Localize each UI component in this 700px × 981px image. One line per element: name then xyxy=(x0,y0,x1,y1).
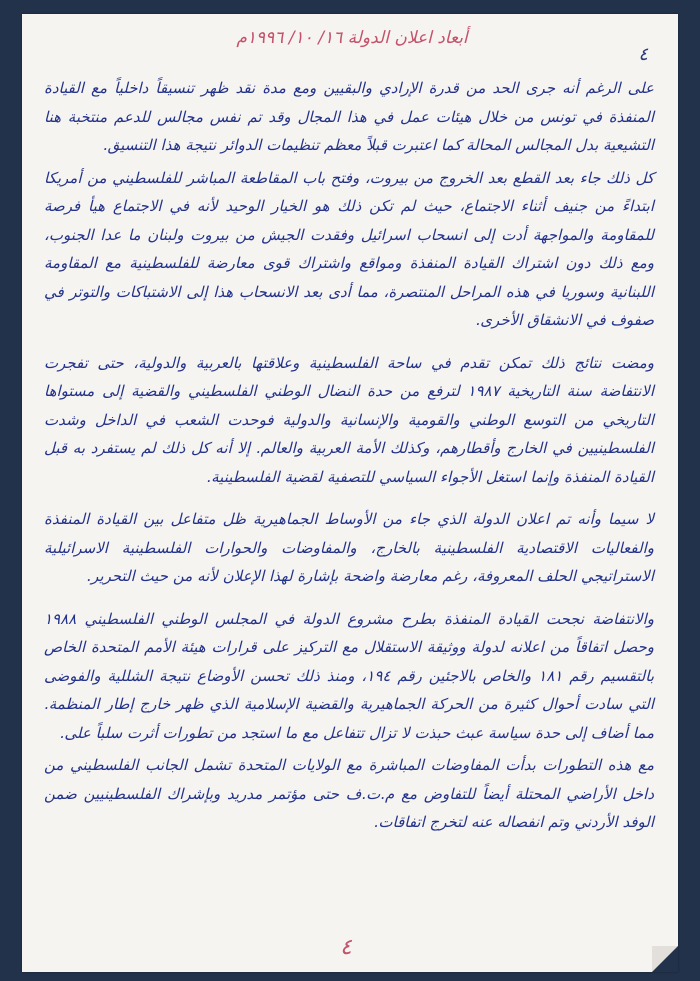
paragraph-6: مع هذه التطورات بدأت المفاوضات المباشرة مع الولايات المتحدة تشمل الجانب الفلسطيني من داخل الأراضي المحتلة أيضاً للتفاوض مع م.ت.ف حتى مؤتمر مدريد وبإشراك الفلسطينيين ضمن الوفد الأردني وتم انفصاله عنه لتخرج اتفاقات. xyxy=(44,756,654,831)
paragraph-4: لا سيما وأنه تم اعلان الدولة الذي جاء من الأوساط الجماهيرية ظل متفاعل بين القيادة المنفذة والفعاليات الاقتصادية الفلسطينية بالخارج، والمفاوضات والحوارات الفلسطينية الاسرائيلية الاستراتيجي الحلف المعروفة، رغم معارضة واضحة بإشارة لهذا الإعلان لأنه من حيث التحرير. xyxy=(44,510,654,585)
page-number-bottom: ٤ xyxy=(340,935,352,960)
paragraph-1: على الرغم أنه جرى الحد من قدرة الإرادي والبقيين ومع مدة نقد ظهر تنسيقاً داخلياً مع القيادة المنفذة في تونس من خلال هيئات عمل في هذا المجال وقد تم نفس مجالس للدعم منتخبة هنا التشيعية بدل المجالس المحالة كما اعتبرت قبلاً معظم تنظيمات الدوائر نتيجة هذا التنسيق. xyxy=(44,79,654,154)
page-number-top: ٤ xyxy=(638,44,648,65)
handwritten-body xyxy=(44,74,654,841)
folded-corner xyxy=(652,946,678,972)
paragraph-5: والانتفاضة نجحت القيادة المنفذة بطرح مشروع الدولة في المجلس الوطني الفلسطيني ١٩٨٨ وحصل اتفاقاً من اعلانه لدولة ووثيقة الاستقلال مع التركيز على قرارات هيئة الأمم المتحدة الخاص بالتقسيم رقم ١٨١ والخاص بالاجئين رقم ١٩٤، ومنذ ذلك تحسن الأوضاع نتيجة الشللية والفوضى التي سادت أحوال كثيرة من الحركة الجماهيرية والقضية الإسلامية الذي ظهر خارج إطار المنظمة. مما أضاف إلى حدة سياسة عبث حبذت لا تزال تتفاعل مع ما استجد من تطورات أثرت سلباً على. xyxy=(44,609,654,742)
document-page xyxy=(22,14,678,972)
paragraph-3: ومضت نتائج ذلك تمكن تقدم في ساحة الفلسطينية وعلاقتها بالعربية والدولية، حتى تفجرت الانتفاضة سنة التاريخية ١٩٨٧ لترفع من حدة النضال الوطني الفلسطيني والقضية إلى مستواها التاريخي من التوسع الوطني والقومية والإنسانية والدولية فوحدت الشعب في الداخل وشدت الفلسطينيين في الخارج وأقطارهم، وكذلك الأمة العربية والعالم. إلا أنه كل ذلك لم يستفرد به قبل القيادة المنفذة وإنما استغل الأجواء السياسي للتصفية لقضية الفلسطينية. xyxy=(44,353,654,486)
page-header: أبعاد اعلان الدولة ١٦/ ١٠/ ١٩٩٦م xyxy=(236,28,468,48)
paragraph-2: كل ذلك جاء بعد القطع بعد الخروج من بيروت، وفتح باب المقاطعة المباشر للفلسطيني من أمريكا ابتداءً من جنيف أثناء الاجتماع، حيث لم تكن ذلك هو الخيار الوحيد لأنه في الاجتماع هيأ فرصة للمقاومة والمواجهة أدت إلى انسحاب اسرائيل وفقدت الجيش من بيروت ولبنان ما عدا الجنوب، ومع ذلك دون اشتراك القيادة المنفذة ومواقع واشتراك قوى معارضة للفلسطينية مع المقاومة اللبنانية وسوريا في هذه المراحل المنتصرة، مما أدى بعد الانسحاب هذا إلى الاشتباكات والتوتر في صفوف في الانشقاق الأخرى. xyxy=(44,168,654,329)
